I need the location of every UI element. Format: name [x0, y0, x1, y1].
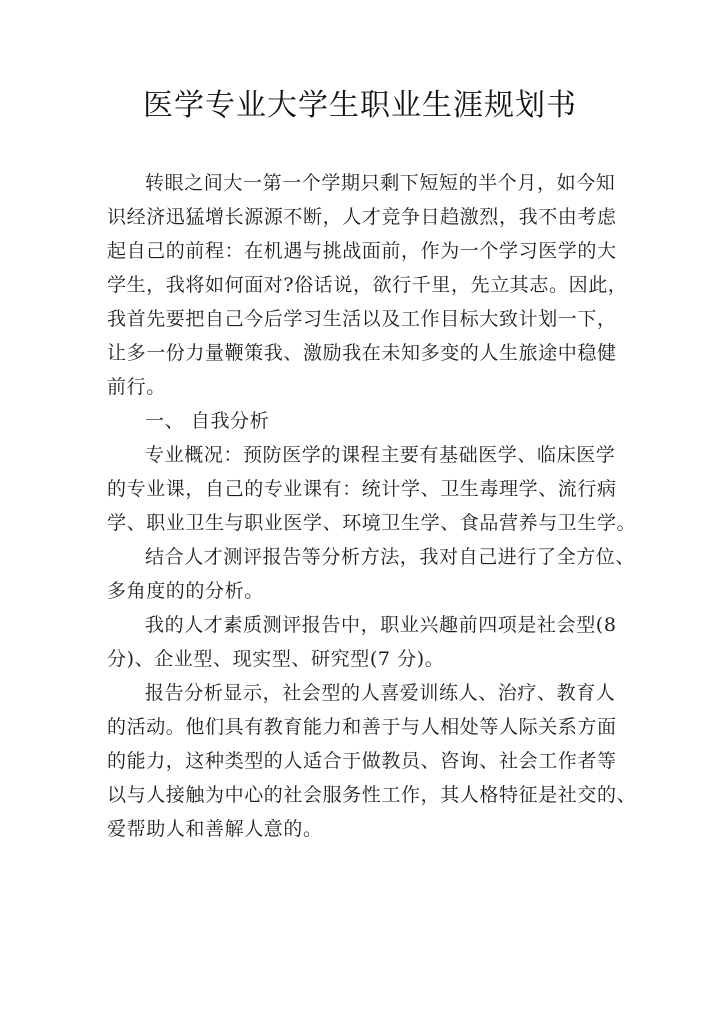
text-line: 多角度的的分析。: [107, 580, 264, 602]
paragraph-analysis-method: [107, 540, 636, 608]
text-line: 前行。: [107, 376, 166, 398]
text-line: 学生，我将如何面对?俗话说，欲行千里，先立其志。因此，: [107, 274, 628, 296]
text-line: 以与人接触为中心的社会服务性工作，其人格特征是社交的、: [107, 784, 637, 806]
section-heading-self-analysis: [107, 404, 627, 438]
text-line: 学、职业卫生与职业医学、环境卫生学、食品营养与卫生学。: [107, 512, 637, 534]
section-heading: 一、 自我分析: [145, 410, 270, 432]
text-line: 的活动。他们具有教育能力和善于与人相处等人际关系方面: [107, 716, 617, 738]
text-line: 让多一份力量鞭策我、激励我在未知多变的人生旅途中稳健: [107, 342, 617, 364]
document-title: 医学专业大学生职业生涯规划书: [143, 88, 577, 123]
text-line: 转眼之间大一第一个学期只剩下短短的半个月，如今知: [145, 172, 616, 194]
text-line: 的能力，这种类型的人适合于做教员、咨询、社会工作者等: [107, 750, 617, 772]
text-line: 专业概况：预防医学的课程主要有基础医学、临床医学: [145, 444, 616, 466]
text-line: 报告分析显示，社会型的人喜爱训练人、治疗、教育人: [145, 682, 616, 704]
text-line: 我首先要把自己今后学习生活以及工作目标大致计划一下，: [107, 308, 617, 330]
document-body: [107, 166, 637, 846]
text-line: 分)、企业型、现实型、研究型(7 分)。: [107, 648, 445, 670]
text-line: 结合人才测评报告等分析方法，我对自己进行了全方位、: [145, 546, 636, 568]
paragraph-intro: [107, 166, 627, 404]
paragraph-major-overview: [107, 438, 637, 540]
text-line: 识经济迅猛增长源源不断，人才竞争日趋激烈，我不由考虑: [107, 206, 617, 228]
paragraph-talent-report: [107, 608, 627, 676]
text-line: 爱帮助人和善解人意的。: [107, 818, 323, 840]
paragraph-report-analysis: [107, 676, 637, 846]
text-line: 我的人才素质测评报告中，职业兴趣前四项是社会型(8: [145, 614, 617, 636]
text-line: 的专业课，自己的专业课有：统计学、卫生毒理学、流行病: [107, 478, 617, 500]
text-line: 起自己的前程：在机遇与挑战面前，作为一个学习医学的大: [107, 240, 617, 262]
